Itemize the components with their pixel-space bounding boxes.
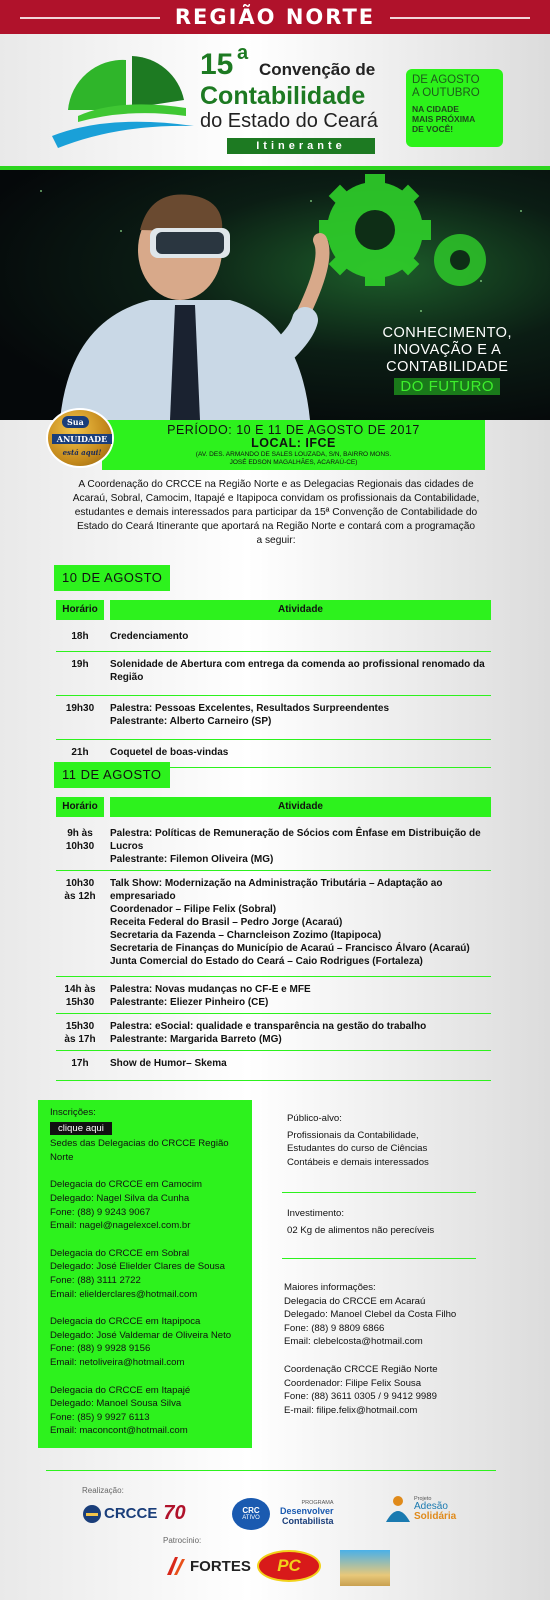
hero-line-2: INOVAÇÃO E A (393, 342, 502, 358)
table-row (56, 696, 491, 740)
fortes-logo (165, 1555, 251, 1577)
investimento-title: Investimento: (287, 1208, 345, 1219)
crcce-text: CRCCE (104, 1505, 158, 1522)
contact-email[interactable]: Email: netoliveira@hotmail.com (50, 1356, 185, 1368)
coord-email[interactable]: E-mail: filipe.felix@hotmail.com (284, 1404, 418, 1416)
maiores-informacoes (284, 1281, 456, 1417)
contact-line: Fone: (88) 9 9243 9067 (50, 1206, 151, 1218)
intro-line: Estado do Ceará Itinerante que aportará na Região Norte e contará com a programação (76, 521, 476, 532)
logo-number: 15 (200, 48, 234, 81)
maiores-line: Delegado: Manoel Clebel da Costa Filho (284, 1309, 457, 1321)
activity-text: Secretaria de Finanças do Município de Acaraú – Francisco Álvaro (Acaraú) (110, 943, 470, 954)
crc-ativo-text-1: CRC (242, 1506, 260, 1515)
publico-line: Contábeis e demais interessados (287, 1156, 429, 1168)
publico-line: Profissionais da Contabilidade, (287, 1129, 419, 1141)
row-activity (110, 1051, 491, 1080)
activity-text: Palestrante: Filemon Oliveira (MG) (110, 854, 274, 865)
intro-line: Acaraú, Sobral, Camocim, Itapajé e Itapipoca convidam os profissionais da Contabilidade, (72, 493, 480, 504)
activity-text: Região (110, 672, 144, 683)
day-1-title: 10 DE AGOSTO (54, 565, 170, 591)
banner-title: REGIÃO NORTE (174, 5, 376, 29)
contact-line: Delegado: José Valdemar de Oliveira Neto (50, 1329, 232, 1341)
table-row (56, 821, 491, 871)
hero-line-3: CONTABILIDADE (386, 359, 509, 375)
date-box (406, 69, 503, 147)
logo-line-3: do Estado do Ceará (200, 110, 378, 132)
contact-line: Delegacia do CRCCE em Itapipoca (50, 1316, 201, 1328)
row-activity (110, 696, 491, 739)
table-row (56, 977, 491, 1014)
table-row (56, 1014, 491, 1051)
footer-divider (46, 1470, 496, 1471)
row-activity (110, 624, 491, 651)
date-line-5: DE VOCÊ! (412, 124, 454, 134)
delegacia-itapipoca (50, 1315, 240, 1369)
row-time (56, 624, 104, 651)
maiores-line: Fone: (88) 9 8809 6866 (284, 1322, 385, 1334)
contact-line: Fone: (85) 9 9927 6113 (50, 1411, 150, 1423)
day-2-title: 11 DE AGOSTO (54, 762, 170, 788)
table-row (56, 624, 491, 652)
activity-text: Palestra: Novas mudanças no CF-E e MFE (110, 984, 311, 995)
schedule-day-2 (56, 797, 491, 1081)
intro-line: estudantes e demais interessados para participar da 15ª Convenção de Contabilidade do (74, 507, 478, 518)
inscricoes-title: Inscrições: (50, 1107, 96, 1118)
hero-tagline (383, 325, 513, 396)
delegacia-camocim (50, 1178, 240, 1232)
row-activity (110, 1014, 491, 1050)
delegacia-sobral (50, 1247, 240, 1301)
activity-text: Receita Federal do Brasil – Pedro Jorge (Acaraú) (110, 917, 343, 928)
coord-line: Coordenador: Filipe Felix Sousa (284, 1377, 422, 1389)
convention-logo-icon (48, 48, 196, 153)
table-row (56, 1051, 491, 1081)
anuidade-badge[interactable] (46, 408, 114, 468)
investimento (287, 1207, 434, 1237)
beach-logo-icon (340, 1550, 390, 1586)
maiores-email[interactable]: Email: clebelcosta@hotmail.com (284, 1336, 423, 1348)
maiores-line: Delegacia do CRCCE em Acaraú (284, 1295, 426, 1307)
adesao-solidaria-logo (384, 1494, 456, 1524)
hero-line-1: CONHECIMENTO, (382, 325, 512, 341)
contabilista-text: Contabilista (282, 1516, 334, 1526)
time-text: 10h30 (65, 841, 95, 852)
contact-line: Fone: (88) 3111 2722 (50, 1274, 141, 1286)
activity-text: Palestrante: Margarida Barreto (MG) (110, 1034, 282, 1045)
crcce-emblem-icon (82, 1504, 102, 1524)
col-activity: Atividade (110, 600, 491, 620)
activity-text: Coquetel de boas-vindas (110, 747, 229, 758)
activity-text: Junta Comercial do Estado do Ceará – Caio Rodrigues (Fortaleza) (110, 956, 423, 967)
contact-email[interactable]: Email: maconcont@hotmail.com (50, 1425, 188, 1437)
date-line-4: MAIS PRÓXIMA (412, 114, 476, 124)
col-time: Horário (56, 797, 104, 817)
logo-line-2: Contabilidade (200, 82, 366, 110)
row-time (56, 871, 104, 976)
pc-text: PC (277, 1556, 301, 1575)
activity-text: Palestrante: Eliezer Pinheiro (CE) (110, 997, 269, 1008)
banner-rule-left (20, 17, 160, 19)
intro-line: A Coordenação do CRCCE na Região Norte e as Delegacias Regionais das cidades de (78, 479, 474, 490)
row-activity (110, 652, 491, 695)
sedes-line: Sedes das Delegacias do CRCCE Região (50, 1138, 229, 1150)
time-text: 19h30 (65, 703, 95, 714)
activity-text: Palestra: eSocial: qualidade e transparência na gestão do trabalho (110, 1021, 427, 1032)
maiores-title: Maiores informações: (284, 1282, 376, 1293)
badge-aqui: está aqui! (62, 448, 102, 457)
time-text: 19h (71, 659, 89, 670)
row-time (56, 1014, 104, 1050)
col-time: Horário (56, 600, 104, 620)
realizacao-label: Realização: (82, 1486, 124, 1495)
projeto-text: Projeto (414, 1496, 432, 1502)
contact-line: Delegado: Manoel Sousa Silva (50, 1398, 182, 1410)
publico-title: Público-alvo: (287, 1113, 342, 1124)
seventy-text: 70 (163, 1502, 186, 1524)
date-line-1: DE AGOSTO (412, 74, 480, 86)
activity-text: empresariado (110, 891, 176, 902)
publico-alvo (287, 1112, 429, 1169)
row-time (56, 821, 104, 870)
contact-line: Fone: (88) 9 9928 9156 (50, 1343, 151, 1355)
contact-line: Delegacia do CRCCE em Sobral (50, 1247, 190, 1259)
date-line-3: NA CIDADE (412, 104, 459, 114)
period-date: PERÍODO: 10 E 11 DE AGOSTO DE 2017 (167, 423, 420, 437)
pc-logo (257, 1550, 321, 1582)
investimento-value: 02 Kg de alimentos não perecíveis (287, 1224, 435, 1236)
schedule-header (56, 797, 491, 817)
schedule-header (56, 600, 491, 620)
date-line-2: A OUTUBRO (412, 87, 480, 99)
time-text: 10h30 (65, 878, 95, 889)
logo-superscript: a (237, 42, 249, 64)
activity-text: Solenidade de Abertura com entrega da comenda ao profissional renomado da (110, 659, 485, 670)
hero-image (0, 170, 550, 420)
schedule-day-1 (56, 600, 491, 768)
activity-text: Palestra: Políticas de Remuneração de Sócios com Ênfase em Distribuição de (110, 828, 481, 839)
row-time (56, 652, 104, 695)
activity-text: Palestrante: Alberto Carneiro (SP) (110, 716, 272, 727)
programa-text: PROGRAMA (301, 1500, 334, 1506)
row-time (56, 696, 104, 739)
contact-line: Delegacia do CRCCE em Itapajé (50, 1384, 191, 1396)
publico-line: Estudantes do curso de Ciências (287, 1143, 428, 1155)
contact-line: Delegado: Nagel Silva da Cunha (50, 1192, 190, 1204)
clique-aqui-link[interactable]: clique aqui (50, 1122, 112, 1136)
badge-anuidade: ANUIDADE (52, 434, 112, 444)
contact-email[interactable]: Email: elielderclares@hotmail.com (50, 1288, 198, 1300)
people-icon (384, 1494, 412, 1524)
row-activity (110, 977, 491, 1013)
crcce-logo (82, 1502, 186, 1525)
time-text: 9h às (67, 828, 93, 839)
desenvolver-contabilista-logo (280, 1500, 334, 1526)
time-text: 15h30 (65, 997, 95, 1008)
period-address-2: JOSÉ EDSON MAGALHÃES, ACARAÚ-CE) (229, 459, 358, 466)
activity-text: Palestra: Pessoas Excelentes, Resultados Surpreendentes (110, 703, 390, 714)
banner-rule-right (390, 17, 530, 19)
adesao-text-group (414, 1496, 456, 1522)
hero-line-4: DO FUTURO (394, 378, 500, 395)
time-text: 17h (71, 1058, 89, 1069)
crc-ativo-text-2: ATIVO (242, 1515, 260, 1521)
row-time (56, 1051, 104, 1080)
intro-text (60, 478, 492, 548)
header (0, 34, 550, 166)
inscricoes-box (38, 1100, 252, 1448)
adesao-text: Adesão (414, 1501, 448, 1512)
row-activity (110, 871, 491, 976)
coord-line: Coordenação CRCCE Região Norte (284, 1363, 438, 1375)
contact-line: Delegacia do CRCCE em Camocim (50, 1179, 202, 1191)
period-local: LOCAL: IFCE (251, 436, 336, 450)
crc-ativo-logo (232, 1498, 270, 1530)
top-banner (0, 0, 550, 34)
patrocinio-label: Patrocínio: (163, 1536, 202, 1545)
desenvolver-text: Desenvolver (280, 1506, 334, 1516)
activity-text: Coordenador – Filipe Felix (Sobral) (110, 904, 277, 915)
divider (282, 1258, 476, 1259)
activity-text: Show de Humor– Skema (110, 1058, 227, 1069)
table-row (56, 652, 491, 696)
time-text: às 17h (64, 1034, 96, 1045)
fortes-text: FORTES (190, 1557, 251, 1575)
solidaria-text: Solidária (414, 1511, 457, 1522)
divider (282, 1192, 476, 1193)
intro-line: a seguir: (256, 535, 296, 546)
col-activity: Atividade (110, 797, 491, 817)
activity-text: Secretaria da Fazenda – Charncleison Zozimo (Itapipoca) (110, 930, 382, 941)
contact-email[interactable]: Email: nagel@nagelexcel.com.br (50, 1220, 191, 1232)
fortes-emblem-icon (165, 1555, 187, 1577)
delegacia-itapaje (50, 1384, 240, 1438)
time-text: 18h (71, 631, 89, 642)
period-address-1: (AV. DES. ARMANDO DE SALES LOUZADA, S/N, BAIRRO MONS. (195, 451, 392, 458)
logo-line-4: Itinerante (227, 138, 375, 154)
contact-line: Delegado: José Elielder Clares de Sousa (50, 1261, 225, 1273)
activity-text: Talk Show: Modernização na Administração Tributária – Adaptação ao (110, 878, 443, 889)
row-activity (110, 821, 491, 870)
coord-line: Fone: (88) 3611 0305 / 9 9412 9989 (284, 1391, 437, 1403)
time-text: às 12h (64, 891, 96, 902)
activity-text: Lucros (110, 841, 144, 852)
time-text: 15h30 (65, 1021, 95, 1032)
activity-text: Credenciamento (110, 631, 189, 642)
logo-line-1: Convenção de (259, 60, 376, 79)
table-row (56, 871, 491, 977)
time-text: 14h às (64, 984, 96, 995)
time-text: 21h (71, 747, 89, 758)
badge-sua: Sua (62, 416, 89, 428)
period-box (102, 420, 485, 470)
sedes-line: Norte (50, 1151, 74, 1163)
row-time (56, 977, 104, 1013)
